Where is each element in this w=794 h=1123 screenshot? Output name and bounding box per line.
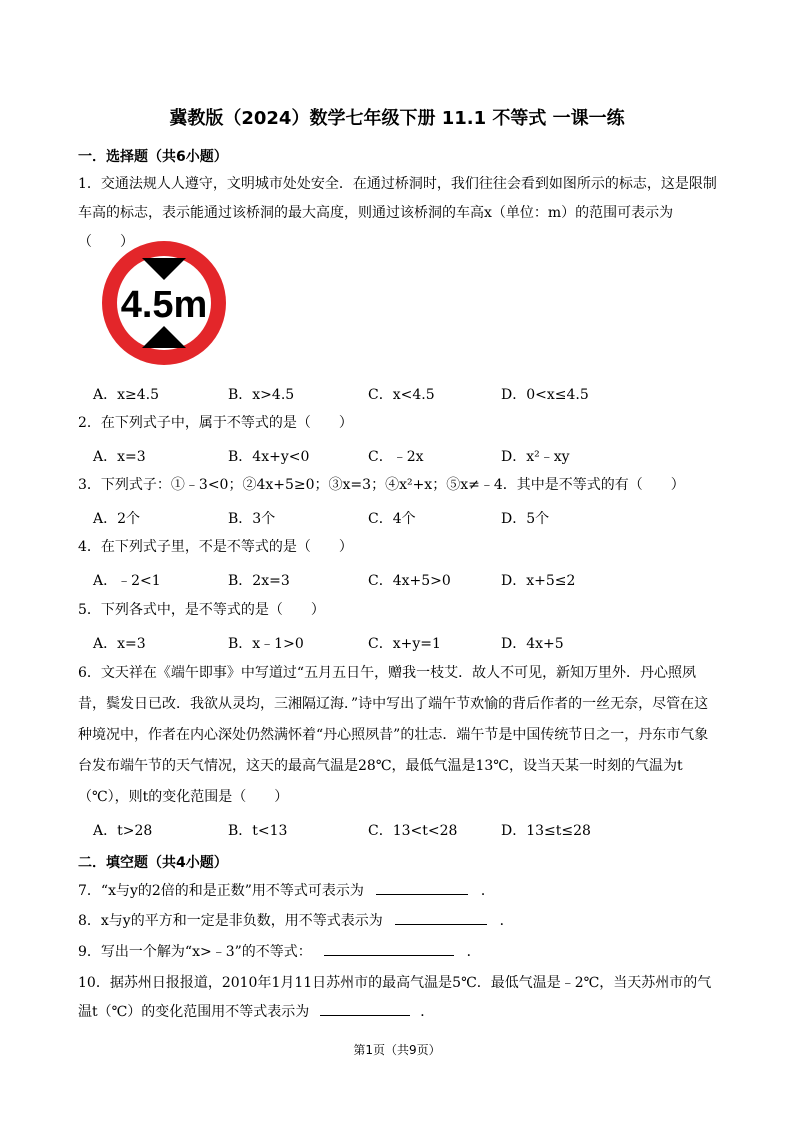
- question-9-end: ．: [466, 944, 481, 960]
- option-a[interactable]: A．﹣2<1: [93, 573, 161, 589]
- option-a[interactable]: A．x=3: [93, 449, 146, 465]
- option-d[interactable]: D．5个: [501, 511, 550, 527]
- question-3: 3．下列式子：①﹣3<0；②4x+5≥0；③x=3；④x²+x；⑤x≠﹣4．其中是不等式的有（ ）: [78, 477, 685, 493]
- option-b[interactable]: B．t<13: [228, 823, 288, 839]
- option-d[interactable]: D．0<x≤4.5: [501, 387, 589, 403]
- question-10-end: ．: [420, 1004, 435, 1020]
- question-9: [78, 938, 718, 967]
- question-8-end: ．: [499, 913, 514, 929]
- question-10: [78, 969, 718, 1027]
- option-c[interactable]: C．x+y=1: [368, 636, 441, 652]
- option-b[interactable]: B．3个: [228, 511, 276, 527]
- sign-label: 4.5m: [120, 284, 208, 326]
- question-7: [78, 877, 718, 906]
- page-title: 冀教版（2024）数学七年级下册 11.1 不等式 一课一练: [169, 108, 625, 129]
- options-q2: [93, 446, 713, 466]
- question-1: 1．交通法规人人遵守，文明城市处处安全．在通过桥洞时，我们往往会看到如图所示的标志，这是限制车高的标志，表示能通过该桥洞的最大高度，则通过该桥洞的车高x（单位：m）的范围可表示为（ ）: [78, 176, 717, 250]
- question-8-text: 8．x与y的平方和一定是非负数，用不等式表示为: [78, 913, 383, 929]
- option-a[interactable]: A．x=3: [93, 636, 146, 652]
- section-heading-fill: 二．填空题（共4小题）: [78, 855, 228, 871]
- height-limit-sign: [96, 236, 236, 371]
- question-8: [78, 907, 718, 936]
- option-a[interactable]: A．t>28: [93, 823, 153, 839]
- question-2: 2．在下列式子中，属于不等式的是（ ）: [78, 415, 353, 431]
- question-10-text: 10．据苏州日报报道，2010年1月11日苏州市的最高气温是5℃．最低气温是﹣2℃，当天苏州市的气温t（℃）的变化范围用不等式表示为: [78, 975, 712, 1020]
- option-d[interactable]: D．4x+5: [501, 636, 564, 652]
- page-footer: 第1页（共9页）: [353, 1043, 441, 1057]
- option-b[interactable]: B．x﹣1>0: [228, 636, 304, 652]
- option-d[interactable]: D．x+5≤2: [501, 573, 576, 589]
- question-9-text: 9．写出一个解为“x>﹣3”的不等式：: [78, 944, 312, 960]
- section-heading-choice: 一．选择题（共6小题）: [78, 149, 228, 165]
- option-d[interactable]: D．13≤t≤28: [501, 823, 591, 839]
- options-q4: [93, 570, 713, 590]
- answer-blank-9[interactable]: [324, 939, 454, 956]
- options-q5: [93, 633, 713, 653]
- question-7-text: 7．“x与y的2倍的和是正数”用不等式可表示为: [78, 883, 364, 899]
- options-q3: [93, 508, 713, 528]
- option-c[interactable]: C．4个: [368, 511, 416, 527]
- options-q6: [93, 820, 713, 840]
- option-c[interactable]: C．﹣2x: [368, 449, 424, 465]
- option-b[interactable]: B．x>4.5: [228, 387, 295, 403]
- option-a[interactable]: A．2个: [93, 511, 141, 527]
- answer-blank-10[interactable]: [320, 999, 410, 1016]
- question-6: 6．文天祥在《端午即事》中写道过“五月五日午，赠我一枝艾．故人不可见，新知万里外．丹心照夙昔，鬓发日已改．我欲从灵均，三湘隔辽海．”诗中写出了端午节欢愉的背后作者的一丝无奈，尽管在这种境况中，作者在内心深处仍然满怀着“丹心照夙昔”的壮志．端午节是中国传统节日之一，丹东市气象台发布端午节的天气情况，这天的最高气温是28℃，最低气温是13℃，设当天某一时刻的气温为t（℃），则t的变化范围是（ ）: [78, 665, 709, 805]
- answer-blank-8[interactable]: [395, 908, 487, 925]
- option-b[interactable]: B．4x+y<0: [228, 449, 310, 465]
- option-c[interactable]: C．4x+5>0: [368, 573, 451, 589]
- option-b[interactable]: B．2x=3: [228, 573, 290, 589]
- question-4: 4．在下列式子里，不是不等式的是（ ）: [78, 539, 353, 555]
- options-q1: [93, 384, 713, 404]
- question-5: 5．下列各式中，是不等式的是（ ）: [78, 602, 325, 618]
- option-d[interactable]: D．x²﹣xy: [501, 449, 570, 465]
- question-7-end: ．: [480, 883, 495, 899]
- option-c[interactable]: C．x<4.5: [368, 387, 435, 403]
- option-c[interactable]: C．13<t<28: [368, 823, 458, 839]
- answer-blank-7[interactable]: [376, 878, 468, 895]
- option-a[interactable]: A．x≥4.5: [93, 387, 160, 403]
